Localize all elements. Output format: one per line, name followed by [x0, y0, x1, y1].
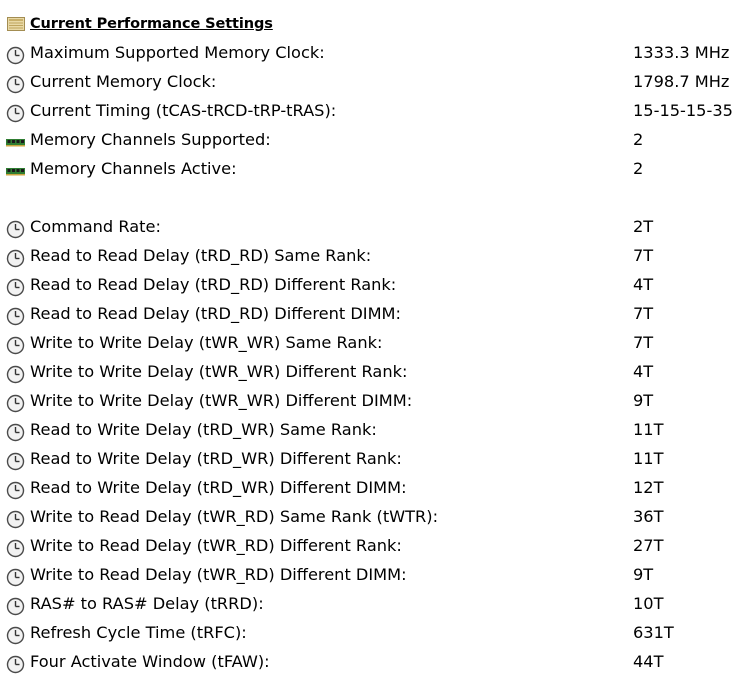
setting-value: 2 — [633, 130, 644, 149]
setting-value: 9T — [633, 565, 654, 584]
list-item — [0, 561, 742, 590]
list-item — [0, 358, 742, 387]
section-title: Current Performance Settings — [30, 16, 273, 32]
setting-label: Read to Write Delay (tRD_WR) Different Rank: — [30, 449, 402, 468]
setting-value: 27T — [633, 536, 664, 555]
list-item — [0, 68, 742, 97]
clock-icon — [6, 626, 25, 645]
list-item — [0, 271, 742, 300]
setting-value: 10T — [633, 594, 664, 613]
clock-icon — [6, 481, 25, 500]
setting-label: Read to Write Delay (tRD_WR) Different DIMM: — [30, 478, 407, 497]
spacer — [0, 184, 742, 213]
setting-label: Write to Write Delay (tWR_WR) Different DIMM: — [30, 391, 413, 410]
list-item — [0, 474, 742, 503]
setting-label: Current Memory Clock: — [30, 72, 217, 91]
list-item — [0, 39, 742, 68]
setting-label: Read to Read Delay (tRD_RD) Same Rank: — [30, 246, 372, 265]
clock-icon — [6, 75, 25, 94]
setting-label: Write to Write Delay (tWR_WR) Same Rank: — [30, 333, 383, 352]
list-item — [0, 300, 742, 329]
setting-label: Memory Channels Supported: — [30, 130, 271, 149]
memory-module-icon — [6, 162, 25, 181]
setting-label: RAS# to RAS# Delay (tRRD): — [30, 594, 264, 613]
setting-label: Four Activate Window (tFAW): — [30, 652, 270, 671]
setting-label: Write to Read Delay (tWR_RD) Different Rank: — [30, 536, 402, 555]
section-header — [0, 10, 742, 39]
setting-value: 631T — [633, 623, 674, 642]
setting-value: 15-15-15-35 — [633, 101, 733, 120]
setting-value: 7T — [633, 304, 654, 323]
setting-value: 4T — [633, 362, 654, 381]
setting-value: 2 — [633, 159, 644, 178]
setting-label: Refresh Cycle Time (tRFC): — [30, 623, 247, 642]
list-item — [0, 213, 742, 242]
setting-value: 44T — [633, 652, 664, 671]
clock-icon — [6, 220, 25, 239]
list-item — [0, 648, 742, 677]
list-item — [0, 590, 742, 619]
clock-icon — [6, 365, 25, 384]
setting-label: Read to Write Delay (tRD_WR) Same Rank: — [30, 420, 377, 439]
setting-value: 11T — [633, 449, 664, 468]
list-item — [0, 97, 742, 126]
setting-value: 12T — [633, 478, 664, 497]
clock-icon — [6, 655, 25, 674]
list-item — [0, 503, 742, 532]
list-item — [0, 416, 742, 445]
setting-value: 36T — [633, 507, 664, 526]
list-item — [0, 329, 742, 358]
list-item — [0, 619, 742, 648]
clock-icon — [6, 539, 25, 558]
clock-icon — [6, 452, 25, 471]
setting-label: Current Timing (tCAS-tRCD-tRP-tRAS): — [30, 101, 337, 120]
setting-label: Write to Read Delay (tWR_RD) Same Rank (tWTR): — [30, 507, 439, 526]
setting-label: Write to Read Delay (tWR_RD) Different DIMM: — [30, 565, 407, 584]
clock-icon — [6, 307, 25, 326]
list-item — [0, 532, 742, 561]
setting-label: Memory Channels Active: — [30, 159, 237, 178]
list-item — [0, 242, 742, 271]
clock-icon — [6, 104, 25, 123]
setting-value: 7T — [633, 333, 654, 352]
list-item — [0, 155, 742, 184]
list-item — [0, 445, 742, 474]
clock-icon — [6, 394, 25, 413]
setting-value: 9T — [633, 391, 654, 410]
setting-value: 1798.7 MHz — [633, 72, 730, 91]
clock-icon — [6, 510, 25, 529]
clock-icon — [6, 568, 25, 587]
clock-icon — [6, 597, 25, 616]
setting-value: 2T — [633, 217, 654, 236]
setting-label: Write to Write Delay (tWR_WR) Different Rank: — [30, 362, 408, 381]
performance-settings-panel — [0, 10, 742, 677]
memory-module-icon — [6, 133, 25, 152]
clock-icon — [6, 249, 25, 268]
setting-value: 4T — [633, 275, 654, 294]
list-item — [0, 126, 742, 155]
clock-icon — [6, 46, 25, 65]
setting-label: Read to Read Delay (tRD_RD) Different Rank: — [30, 275, 397, 294]
list-item — [0, 387, 742, 416]
setting-label: Maximum Supported Memory Clock: — [30, 43, 325, 62]
settings-panel-icon — [7, 17, 25, 31]
setting-value: 1333.3 MHz — [633, 43, 730, 62]
clock-icon — [6, 336, 25, 355]
setting-value: 11T — [633, 420, 664, 439]
clock-icon — [6, 423, 25, 442]
clock-icon — [6, 278, 25, 297]
setting-label: Read to Read Delay (tRD_RD) Different DIMM: — [30, 304, 401, 323]
setting-value: 7T — [633, 246, 654, 265]
setting-label: Command Rate: — [30, 217, 161, 236]
